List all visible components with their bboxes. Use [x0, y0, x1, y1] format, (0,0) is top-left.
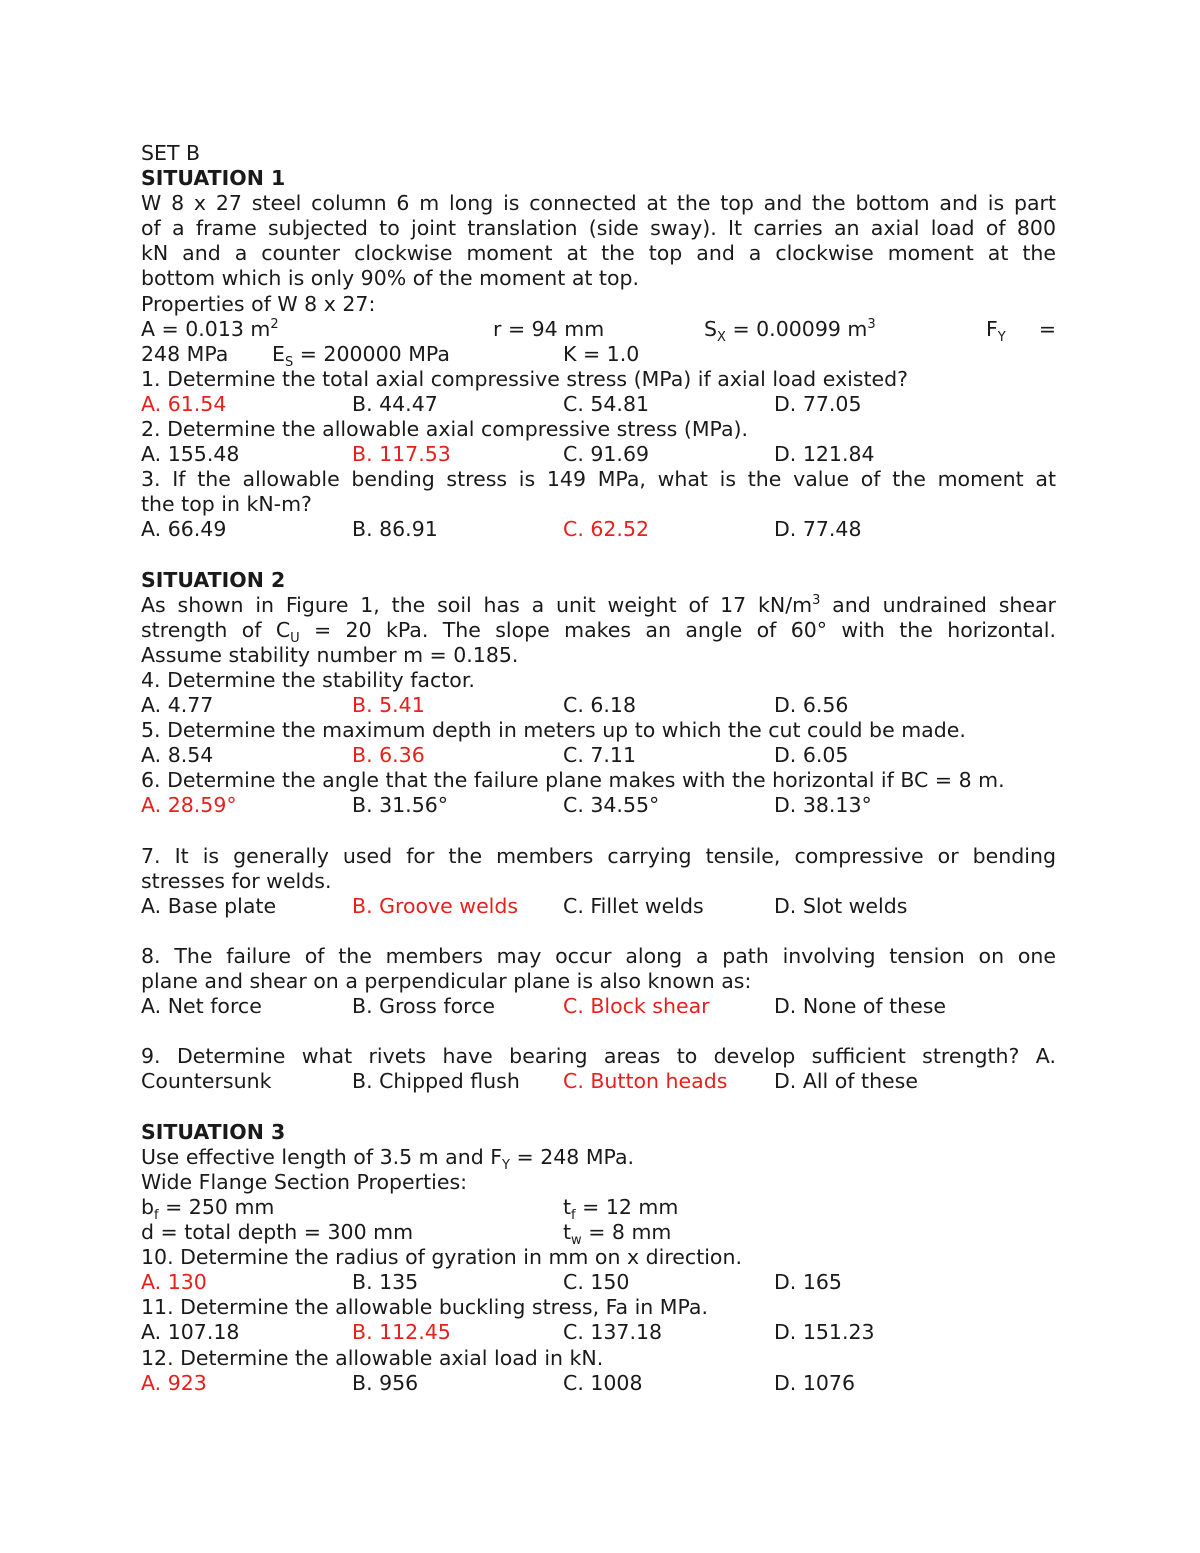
spacer	[141, 819, 1056, 844]
option-d: D. None of these	[774, 994, 947, 1019]
spacer	[141, 919, 1056, 944]
option-b-answer: B. 5.41	[352, 693, 425, 718]
prop-fy-value: 248 MPa	[141, 341, 229, 366]
exam-page	[141, 141, 1056, 1396]
option-d: D. 1076	[774, 1370, 855, 1395]
option-a: A. 66.49	[141, 517, 227, 542]
spacer	[141, 543, 1056, 568]
option-b: B. 956	[352, 1370, 419, 1395]
prop-tf: $t_f = 12$ mm	[563, 1194, 679, 1224]
options-5	[141, 743, 1056, 768]
question-2: 2. Determine the allowable axial compressive stress (MPa).	[141, 417, 749, 442]
question-7: 7. It is generally used for the members carrying tensile, compressive or bending	[141, 843, 1056, 868]
options-1	[141, 392, 1056, 417]
question-10: 10. Determine the radius of gyration in mm on x direction.	[141, 1245, 742, 1270]
prop-fy: $F_Y$ =	[986, 316, 1056, 345]
situation-3-title: SITUATION 3	[141, 1119, 286, 1144]
option-d: D. All of these	[774, 1069, 918, 1094]
situation-1-title: SITUATION 1	[141, 166, 286, 191]
option-c: C. 54.81	[563, 391, 650, 416]
properties-row-2	[141, 341, 1056, 370]
option-d: D. 38.13°	[774, 793, 872, 818]
option-d: D. 151.23	[774, 1320, 875, 1345]
prop-k: K = 1.0	[563, 341, 640, 366]
option-c: C. 34.55°	[563, 793, 660, 818]
situation-1-text-line: bottom which is only 90% of the moment at top.	[141, 266, 640, 291]
option-d: D. 6.05	[774, 743, 849, 768]
question-7-cont: stresses for welds.	[141, 868, 332, 893]
option-c: C. 6.18	[563, 693, 636, 718]
option-a: A. Base plate	[141, 893, 277, 918]
prop-radius: r = 94 mm	[493, 316, 605, 341]
option-b: B. 31.56°	[352, 793, 449, 818]
options-6	[141, 793, 1056, 818]
spacer	[141, 1095, 1056, 1120]
option-c-answer: C. Button heads	[563, 1069, 728, 1094]
situation-2-text-line: strength of $C_U = 20$ kPa. The slope makes an angle of 60° with the horizontal.	[141, 617, 1056, 646]
option-b: B. Gross force	[352, 994, 495, 1019]
option-a: A. Net force	[141, 994, 262, 1019]
option-c: C. 137.18	[563, 1320, 663, 1345]
option-d: D. 6.56	[774, 693, 849, 718]
situation-1-text-line: kN and a counter clockwise moment at the top and a clockwise moment at the	[141, 241, 1056, 266]
question-5: 5. Determine the maximum depth in meters up to which the cut could be made.	[141, 718, 966, 743]
options-8	[141, 994, 1056, 1019]
option-a-answer: A. 130	[141, 1270, 207, 1295]
question-8-cont: plane and shear on a perpendicular plane is also known as:	[141, 969, 752, 994]
options-7	[141, 894, 1056, 919]
spacer	[141, 1019, 1056, 1044]
options-9	[141, 1069, 1056, 1094]
question-8: 8. The failure of the members may occur along a path involving tension on one	[141, 944, 1056, 968]
situation-1-text-line: of a frame subjected to joint translation (side sway). It carries an axial load of 800	[141, 216, 1056, 241]
option-a: Countersunk	[141, 1069, 272, 1094]
prop-es: $E_S = 200000$ MPa	[272, 341, 450, 370]
prop-depth: d = total depth = 300 mm	[141, 1220, 414, 1245]
prop-bf: $b_f = 250$ mm	[141, 1194, 275, 1224]
situation-3-text-line: Use effective length of 3.5 m and $F_Y = 248$ MPa.	[141, 1144, 635, 1173]
option-b: B. 44.47	[352, 391, 438, 416]
option-a-answer: A. 923	[141, 1370, 207, 1395]
prop-section-modulus: $S_X = 0.00099$ $m^3$	[704, 316, 876, 345]
prop-tw: $t_w = 8$ mm	[563, 1220, 672, 1249]
option-b-answer: B. Groove welds	[352, 893, 519, 918]
set-label: SET B	[141, 141, 201, 165]
options-10	[141, 1270, 1056, 1295]
option-a: A. 4.77	[141, 693, 214, 718]
option-b-answer: B. 117.53	[352, 442, 451, 467]
option-b-answer: B. 112.45	[352, 1320, 451, 1345]
option-b: B. Chipped flush	[352, 1069, 520, 1094]
option-d: D. 77.05	[774, 391, 862, 416]
option-c: C. 91.69	[563, 442, 650, 467]
situation-2-text-line: Assume stability number m = 0.185.	[141, 642, 519, 667]
option-a: A. 155.48	[141, 442, 240, 467]
question-9: 9. Determine what rivets have bearing areas to develop sufficient strength? A.	[141, 1044, 1056, 1069]
option-d: D. 165	[774, 1270, 842, 1295]
option-a-answer: A. 28.59°	[141, 793, 237, 818]
question-3: 3. If the allowable bending stress is 149 MPa, what is the value of the moment at	[141, 467, 1056, 492]
option-d: D. Slot welds	[774, 893, 908, 918]
situation-2-title: SITUATION 2	[141, 567, 286, 592]
option-c-answer: C. 62.52	[563, 517, 650, 542]
option-c: C. 150	[563, 1270, 630, 1295]
question-1: 1. Determine the total axial compressive stress (MPa) if axial load existed?	[141, 366, 909, 391]
options-12	[141, 1371, 1056, 1396]
options-4	[141, 693, 1056, 718]
option-c: C. 7.11	[563, 743, 636, 768]
option-c: C. Fillet welds	[563, 893, 704, 918]
option-b: B. 86.91	[352, 517, 438, 542]
question-3-cont: the top in kN-m?	[141, 492, 312, 517]
option-b: B. 135	[352, 1270, 419, 1295]
question-4: 4. Determine the stability factor.	[141, 667, 475, 692]
question-11: 11. Determine the allowable buckling stress, Fa in MPa.	[141, 1295, 709, 1320]
option-a-answer: A. 61.54	[141, 391, 227, 416]
properties-heading: Properties of W 8 x 27:	[141, 291, 376, 316]
properties-row-1	[141, 316, 1056, 345]
prop-area: A = 0.013 $m^2$	[141, 316, 279, 341]
option-d: D. 121.84	[774, 442, 875, 467]
question-12: 12. Determine the allowable axial load in kN.	[141, 1345, 604, 1370]
option-c: C. 1008	[563, 1370, 643, 1395]
option-c-answer: C. Block shear	[563, 994, 710, 1019]
situation-1-text-line: W 8 x 27 steel column 6 m long is connected at the top and the bottom and is part	[141, 191, 1056, 216]
option-b-answer: B. 6.36	[352, 743, 425, 768]
question-6: 6. Determine the angle that the failure plane makes with the horizontal if BC = 8 m.	[141, 768, 1005, 793]
option-a: A. 107.18	[141, 1320, 240, 1345]
options-11	[141, 1320, 1056, 1345]
option-a: A. 8.54	[141, 743, 214, 768]
section-props-row-1	[141, 1194, 1056, 1224]
situation-3-text-line: Wide Flange Section Properties:	[141, 1169, 468, 1194]
options-3	[141, 517, 1056, 542]
situation-2-text-line: As shown in Figure 1, the soil has a unit weight of 17 $kN/m^3$ and undrained shear	[141, 592, 1056, 617]
section-props-row-2	[141, 1220, 1056, 1249]
options-2	[141, 442, 1056, 467]
option-d: D. 77.48	[774, 517, 862, 542]
